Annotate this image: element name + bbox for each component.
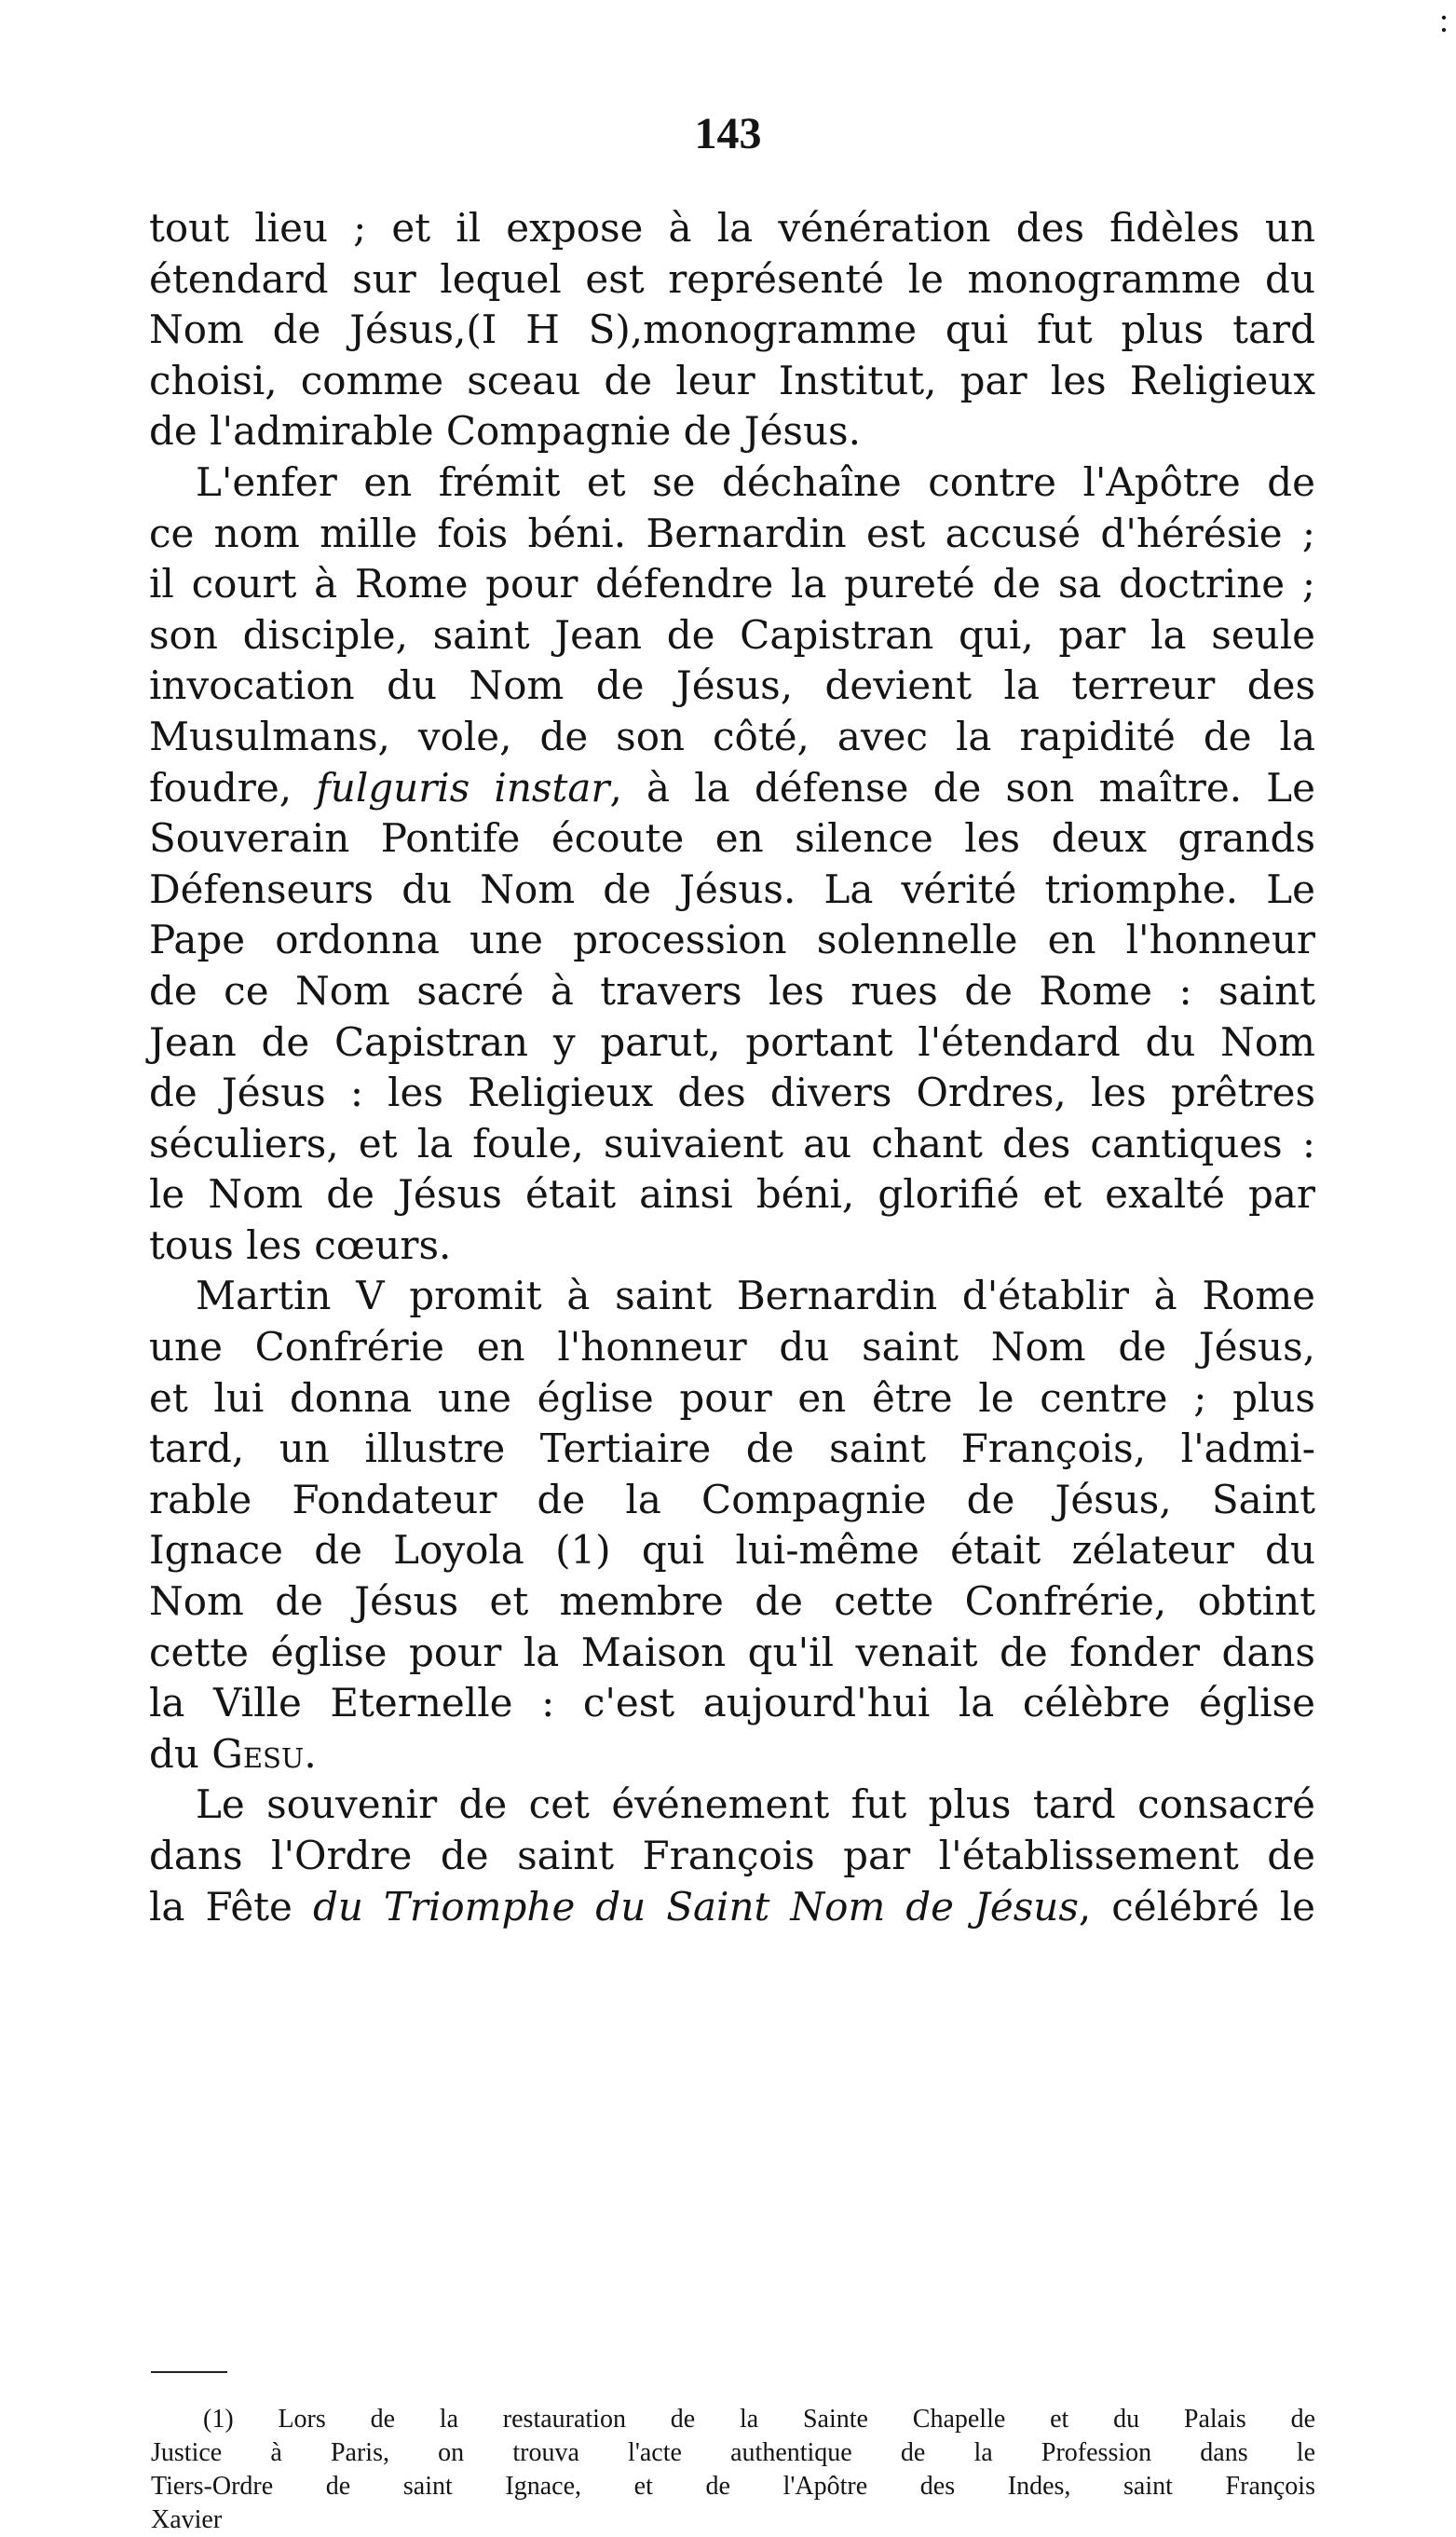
text-line: Souverain Pontife écoute en silence les deux grands bbox=[149, 815, 1315, 862]
text-line: de l'admirable Compagnie de Jésus. bbox=[149, 408, 861, 455]
footnote-line: Xavier bbox=[151, 2505, 223, 2534]
body-text bbox=[149, 203, 1315, 1932]
text-fragment: la Fête bbox=[149, 1883, 293, 1930]
footnote-separator bbox=[151, 2371, 227, 2373]
text-line bbox=[149, 1882, 1315, 1933]
text-line: et lui donna une église pour en être le centre ; plus bbox=[149, 1374, 1315, 1421]
text-line bbox=[149, 1729, 1315, 1780]
text-fragment: , célébré le bbox=[1078, 1883, 1316, 1930]
text-line: Pape ordonna une procession solennelle en l'honneur bbox=[149, 917, 1315, 963]
text-fragment: , à la défense de son maître. Le bbox=[609, 764, 1315, 811]
text-line: Défenseurs du Nom de Jésus. La vérité triomphe. Le bbox=[149, 866, 1315, 912]
footnote-line: Tiers-Ordre de saint Ignace, et de l'Apôtre des Indes, saint François bbox=[151, 2472, 1315, 2501]
text-line: séculiers, et la foule, suivaient au chant des cantiques : bbox=[149, 1120, 1315, 1166]
text-line: son disciple, saint Jean de Capistran qui, par la seule bbox=[149, 611, 1315, 658]
text-line: il court à Rome pour défendre la pureté de sa doctrine ; bbox=[149, 561, 1315, 607]
text-line: Musulmans, vole, de son côté, avec la rapidité de la bbox=[149, 713, 1315, 759]
text-line: tard, un illustre Tertiaire de saint François, l'admi- bbox=[149, 1425, 1315, 1472]
footnote bbox=[151, 2403, 1315, 2537]
page-number: 143 bbox=[694, 109, 762, 158]
text-line: rable Fondateur de la Compagnie de Jésus, Saint bbox=[149, 1476, 1315, 1522]
text-fragment: . bbox=[304, 1730, 317, 1777]
text-line: tout lieu ; et il expose à la vénération des fidèles un bbox=[149, 205, 1315, 251]
footnote-line: (1) Lors de la restauration de la Sainte Chapelle et du Palais de bbox=[203, 2405, 1315, 2434]
text-line: Nom de Jésus,(I H S),monogramme qui fut plus tard bbox=[149, 307, 1315, 353]
footnote-line: Justice à Paris, on trouva l'acte authentique de la Profession dans le bbox=[151, 2438, 1315, 2467]
text-line: le Nom de Jésus était ainsi béni, glorifié et exalté par bbox=[149, 1171, 1315, 1218]
text-line: cette église pour la Maison qu'il venait de fonder dans bbox=[149, 1629, 1315, 1675]
text-line: tous les cœurs. bbox=[149, 1221, 452, 1268]
text-line: choisi, comme sceau de leur Institut, par les Religieux bbox=[149, 357, 1315, 403]
latin-quote: fulguris instar bbox=[316, 764, 610, 811]
feast-title: du Triomphe du Saint Nom de Jésus bbox=[312, 1883, 1079, 1930]
text-line: une Confrérie en l'honneur du saint Nom de Jésus, bbox=[149, 1324, 1315, 1371]
text-line: Ignace de Loyola (1) qui lui-même était zélateur du bbox=[149, 1527, 1315, 1574]
paragraph-start-line: Martin V promit à saint Bernardin d'établir à Rome bbox=[196, 1273, 1315, 1319]
text-line: invocation du Nom de Jésus, devient la terreur des bbox=[149, 662, 1315, 709]
church-name: Gesu bbox=[211, 1730, 305, 1777]
text-fragment: du bbox=[149, 1730, 199, 1777]
text-line: de Jésus : les Religieux des divers Ordres, les prêtres bbox=[149, 1070, 1315, 1116]
text-line: Jean de Capistran y parut, portant l'étendard du Nom bbox=[149, 1018, 1315, 1065]
text-line: étendard sur lequel est représenté le monogramme du bbox=[149, 255, 1315, 302]
text-line: la Ville Eternelle : c'est aujourd'hui la célèbre église bbox=[149, 1680, 1315, 1726]
text-line bbox=[149, 763, 1315, 814]
text-line: Nom de Jésus et membre de cette Confrérie, obtint bbox=[149, 1578, 1315, 1625]
text-fragment: foudre, bbox=[149, 764, 293, 811]
paragraph-start-line: L'enfer en frémit et se déchaîne contre l'Apôtre de bbox=[196, 458, 1315, 505]
text-line: de ce Nom sacré à travers les rues de Rome : saint bbox=[149, 967, 1315, 1014]
text-line: ce nom mille fois béni. Bernardin est accusé d'hérésie ; bbox=[149, 510, 1315, 556]
paragraph-start-line: Le souvenir de cet événement fut plus tard consacré bbox=[196, 1781, 1315, 1828]
page-edge-mark: : bbox=[1439, 2, 1449, 39]
text-line: dans l'Ordre de saint François par l'établissement de bbox=[149, 1833, 1315, 1878]
